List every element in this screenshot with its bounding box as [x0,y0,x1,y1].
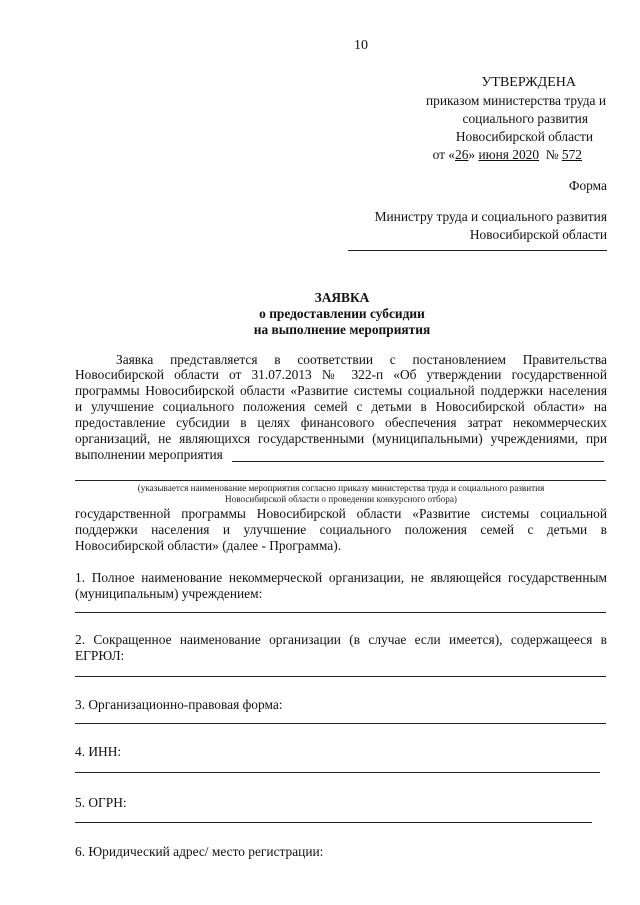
intro-line-3: программы Новосибирской области «Развитие системы социальной поддержки населения [75,383,607,398]
field-1-label-line-2: (муниципальным) учреждением: [75,586,263,601]
addressee-line-1: Министру труда и социального развития [374,209,607,224]
intro-line-6: организаций, не являющихся государственными (муниципальными) учреждениями, при [75,431,607,446]
field-5-input-line[interactable] [75,822,592,823]
intro-line-2: Новосибирской области от 31.07.2013 № 322-п «Об утверждении государственной [75,367,607,382]
page-number: 10 [354,38,368,53]
approval-title: УТВЕРЖДЕНА [481,75,576,90]
approval-date-line [282,147,582,162]
approval-number-label: № [545,147,559,162]
approval-line-3: Новосибирской области [455,129,593,144]
addressee-signature-line [348,250,607,251]
intro-line-5: предоставление субсидии в целях финансового обеспечения затрат некоммерческих [75,415,607,430]
intro-line-4: и улучшение социального положения семей с детьми в Новосибирской области» на [75,399,607,414]
field-1-input-line[interactable] [75,612,606,613]
approval-date-prefix: от « [432,147,455,162]
field-2-input-line[interactable] [75,676,606,677]
continuation-line-2: поддержки населения и улучшение социального положения семей с детьми в [75,522,607,537]
heading-title: ЗАЯВКА [314,290,370,305]
event-name-line [232,461,604,462]
field-5-label: 5. ОГРН: [75,795,127,810]
field-1-label-line-1: 1. Полное наименование некоммерческой организации, не являющейся государственным [75,570,607,585]
field-2-label-line-1: 2. Сокращенное наименование организации (в случае если имеется), содержащееся в [75,632,607,647]
continuation-line-3: Новосибирской области» (далее - Программа). [75,538,342,553]
event-name-line-2 [75,480,606,481]
field-4-input-line[interactable] [75,772,600,773]
approval-day: 26 [455,147,469,162]
field-3-input-line[interactable] [75,723,606,724]
approval-month-year: июня 2020 [478,147,540,162]
field-4-label: 4. ИНН: [75,744,122,759]
intro-line-1: Заявка представляется в соответствии с постановлением Правительства [116,352,607,367]
footnote-line-2: Новосибирской области о проведении конкурсного отбора) [225,494,457,504]
field-2-label-line-2: ЕГРЮЛ: [75,648,125,663]
approval-date-mid: » [468,147,479,162]
heading-line-2: о предоставлении субсидии [259,306,425,321]
approval-line-2: социального развития [462,111,588,126]
approval-number: 572 [561,147,582,162]
field-3-label: 3. Организационно-правовая форма: [75,697,283,712]
intro-line-7: выполнении мероприятия [75,447,223,462]
form-label: Форма [568,178,607,193]
approval-line-1: приказом министерства труда и [425,93,606,108]
addressee-line-2: Новосибирской области [469,227,607,242]
continuation-line-1: государственной программы Новосибирской области «Развитие системы социальной [75,506,607,521]
footnote-line-1: (указывается наименование мероприятия согласно приказу министерства труда и социального развития [137,483,545,493]
heading-line-3: на выполнение мероприятия [253,322,431,337]
field-6-label: 6. Юридический адрес/ место регистрации: [75,844,324,859]
